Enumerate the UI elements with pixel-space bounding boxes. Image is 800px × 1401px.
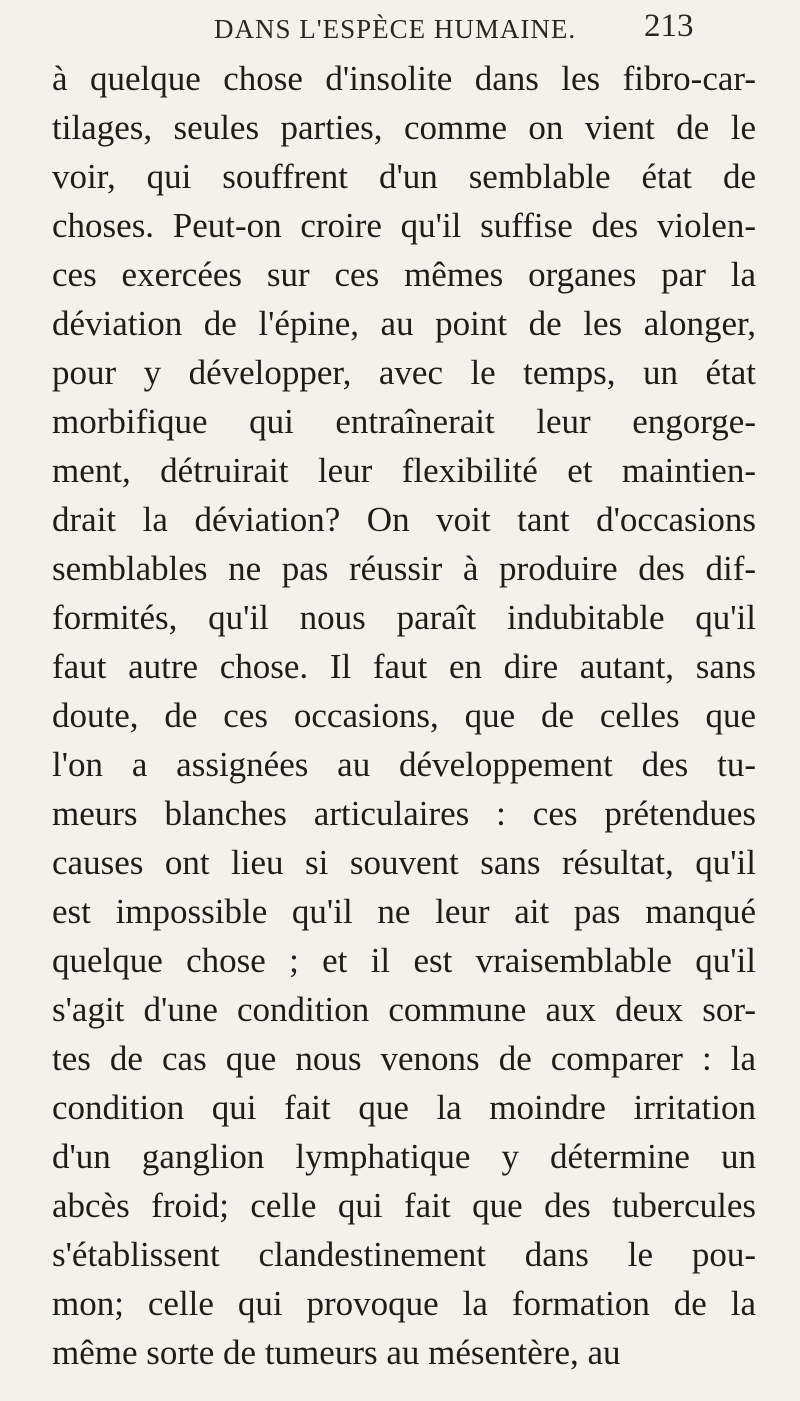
running-head: [0, 6, 800, 46]
page-number: 213: [644, 8, 694, 44]
text-line: mon; celle qui provoque la formation de la: [52, 1284, 756, 1323]
text-line: abcès froid; celle qui fait que des tubercules: [52, 1186, 756, 1225]
text-line: l'on a assignées au développement des tu-: [52, 745, 756, 784]
text-line: même sorte de tumeurs au mésentère, au: [52, 1333, 621, 1372]
text-line: morbifique qui entraînerait leur engorge-: [52, 402, 756, 441]
text-line: s'établissent clandestinement dans le pou-: [52, 1235, 756, 1274]
text-line: formités, qu'il nous paraît indubitable qu'il: [52, 598, 756, 637]
text-line: à quelque chose d'insolite dans les fibro-car-: [52, 59, 756, 98]
text-line: tes de cas que nous venons de comparer : la: [52, 1039, 756, 1078]
text-line: s'agit d'une condition commune aux deux sor-: [52, 990, 756, 1029]
text-line: choses. Peut-on croire qu'il suffise des violen-: [52, 206, 756, 245]
text-line: semblables ne pas réussir à produire des dif-: [52, 549, 756, 588]
text-line: drait la déviation? On voit tant d'occasions: [52, 500, 756, 539]
running-title: DANS L'ESPÈCE HUMAINE.: [214, 14, 577, 44]
text-line: ment, détruirait leur flexibilité et maintien-: [52, 451, 756, 490]
text-line: pour y développer, avec le temps, un état: [52, 353, 756, 392]
text-line: est impossible qu'il ne leur ait pas manqué: [52, 892, 756, 931]
text-line: tilages, seules parties, comme on vient de le: [52, 108, 756, 147]
body-text: [52, 54, 756, 1377]
text-line: ces exercées sur ces mêmes organes par la: [52, 255, 756, 294]
text-line: déviation de l'épine, au point de les alonger,: [52, 304, 756, 343]
text-line: voir, qui souffrent d'un semblable état de: [52, 157, 756, 196]
text-line: meurs blanches articulaires : ces prétendues: [52, 794, 756, 833]
text-line: causes ont lieu si souvent sans résultat, qu'il: [52, 843, 756, 882]
text-line: faut autre chose. Il faut en dire autant, sans: [52, 647, 756, 686]
text-line: doute, de ces occasions, que de celles que: [52, 696, 756, 735]
text-line: d'un ganglion lymphatique y détermine un: [52, 1137, 756, 1176]
text-line: quelque chose ; et il est vraisemblable qu'il: [52, 941, 756, 980]
text-line: condition qui fait que la moindre irritation: [52, 1088, 756, 1127]
